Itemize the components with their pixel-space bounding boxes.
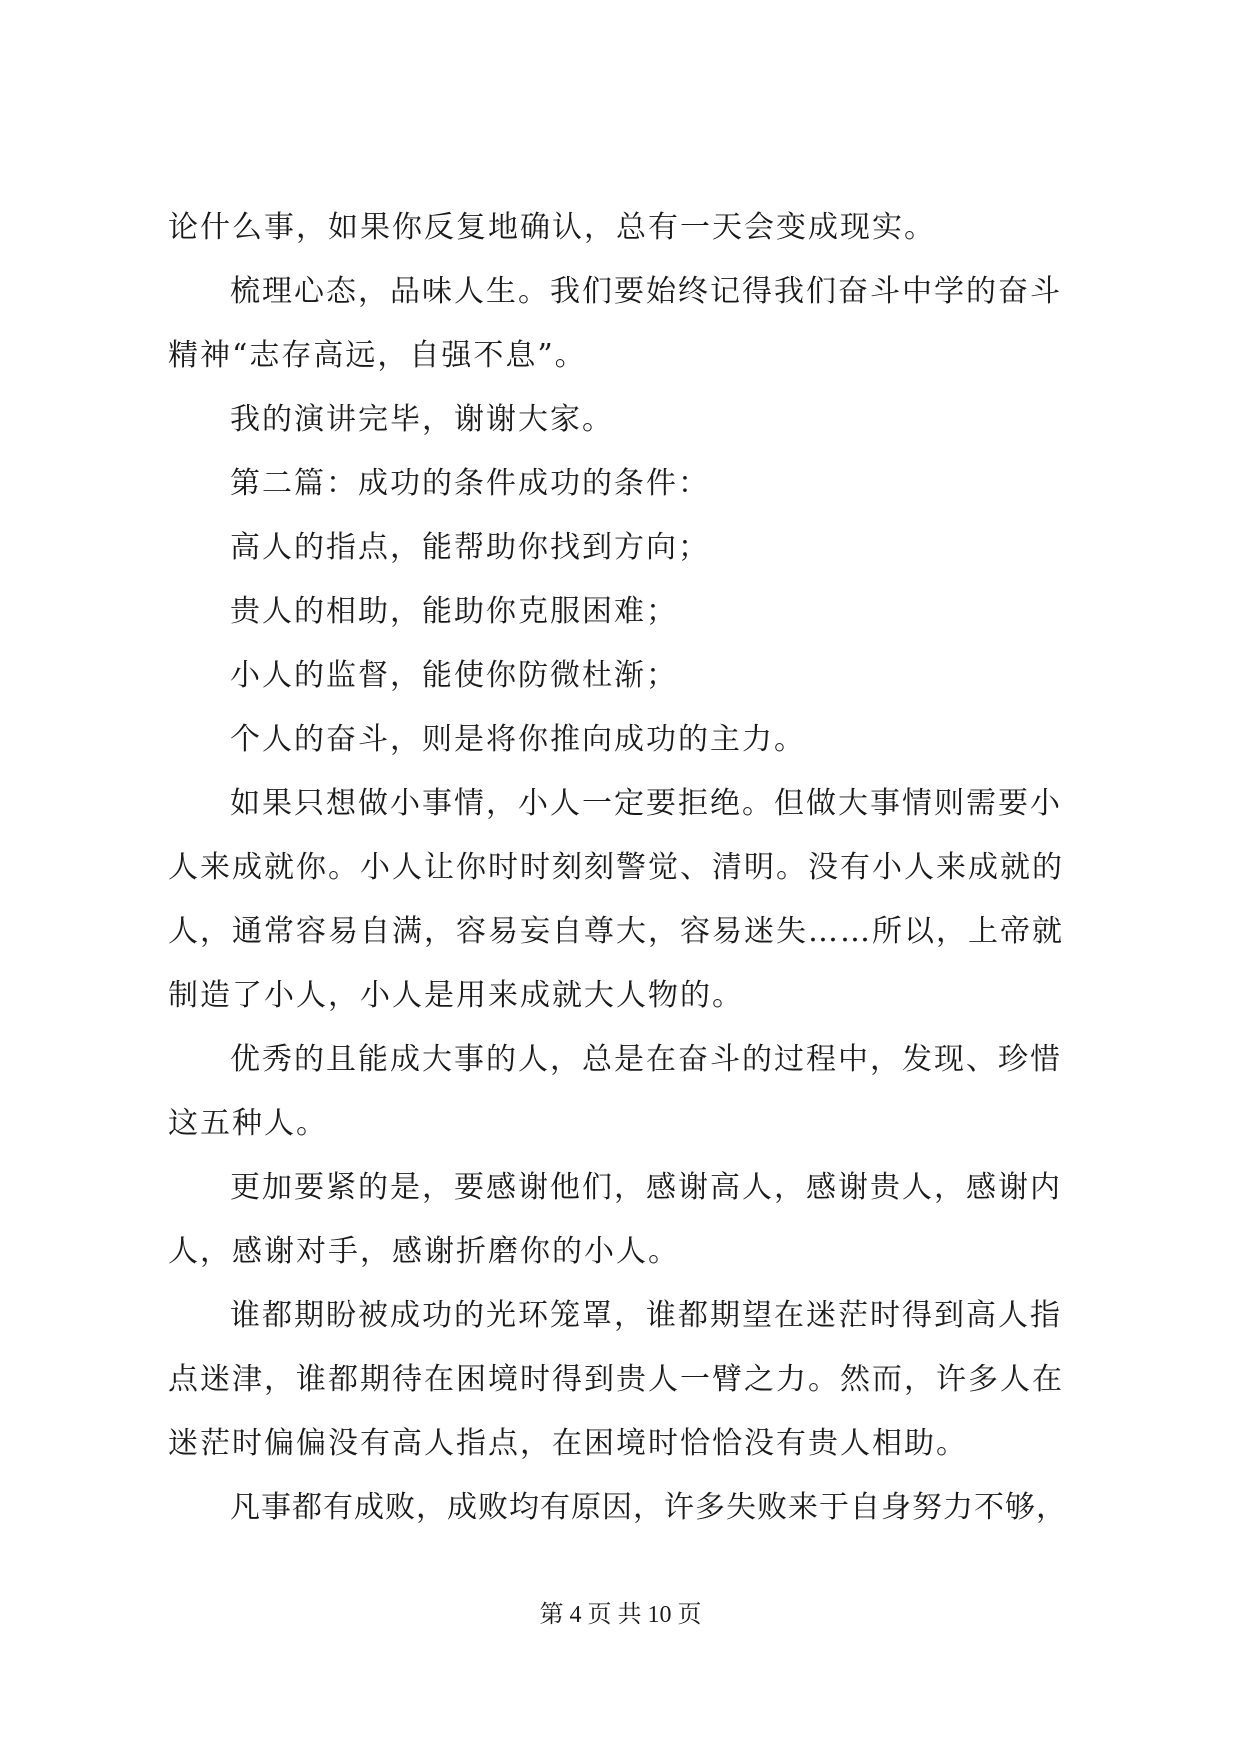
text-line: 优秀的且能成大事的人，总是在奋斗的过程中，发现、珍惜 (230, 1042, 1062, 1077)
text-line: 迷茫时偏偏没有高人指点，在困境时恰恰没有贵人相助。 (168, 1426, 968, 1461)
text-line: 人来成就你。小人让你时时刻刻警觉、清明。没有小人来成就的 (168, 850, 1064, 885)
text-line: 制造了小人，小人是用来成就大人物的。 (168, 978, 744, 1013)
text-line: 人，通常容易自满，容易妄自尊大，容易迷失……所以，上帝就 (168, 914, 1064, 949)
text-line: 第二篇：成功的条件成功的条件： (230, 466, 710, 501)
text-line: 如果只想做小事情，小人一定要拒绝。但做大事情则需要小 (230, 786, 1062, 821)
text-line: 论什么事，如果你反复地确认，总有一天会变成现实。 (168, 210, 936, 245)
text-line: 高人的指点，能帮助你找到方向； (230, 530, 710, 565)
text-line: 人，感谢对手，感谢折磨你的小人。 (168, 1234, 680, 1269)
text-line: 点迷津，谁都期待在困境时得到贵人一臂之力。然而，许多人在 (168, 1362, 1064, 1397)
text-line: 这五种人。 (168, 1106, 328, 1141)
document-body (168, 196, 1080, 1540)
text-line: 小人的监督，能使你防微杜渐； (230, 658, 678, 693)
text-line: 贵人的相助，能助你克服困难； (230, 594, 678, 629)
text-line: 梳理心态，品味人生。我们要始终记得我们奋斗中学的奋斗 (230, 274, 1062, 309)
text-line: 我的演讲完毕，谢谢大家。 (230, 402, 614, 437)
text-line: 精神“志存高远，自强不息”。 (168, 338, 587, 373)
text-line: 谁都期盼被成功的光环笼罩，谁都期望在迷茫时得到高人指 (230, 1298, 1062, 1333)
text-line: 凡事都有成败，成败均有原因，许多失败来于自身努力不够， (230, 1490, 1067, 1525)
text-line: 个人的奋斗，则是将你推向成功的主力。 (230, 722, 806, 757)
text-line: 更加要紧的是，要感谢他们，感谢高人，感谢贵人，感谢内 (230, 1170, 1062, 1205)
page-footer: 第 4 页 共 10 页 (539, 1602, 702, 1628)
